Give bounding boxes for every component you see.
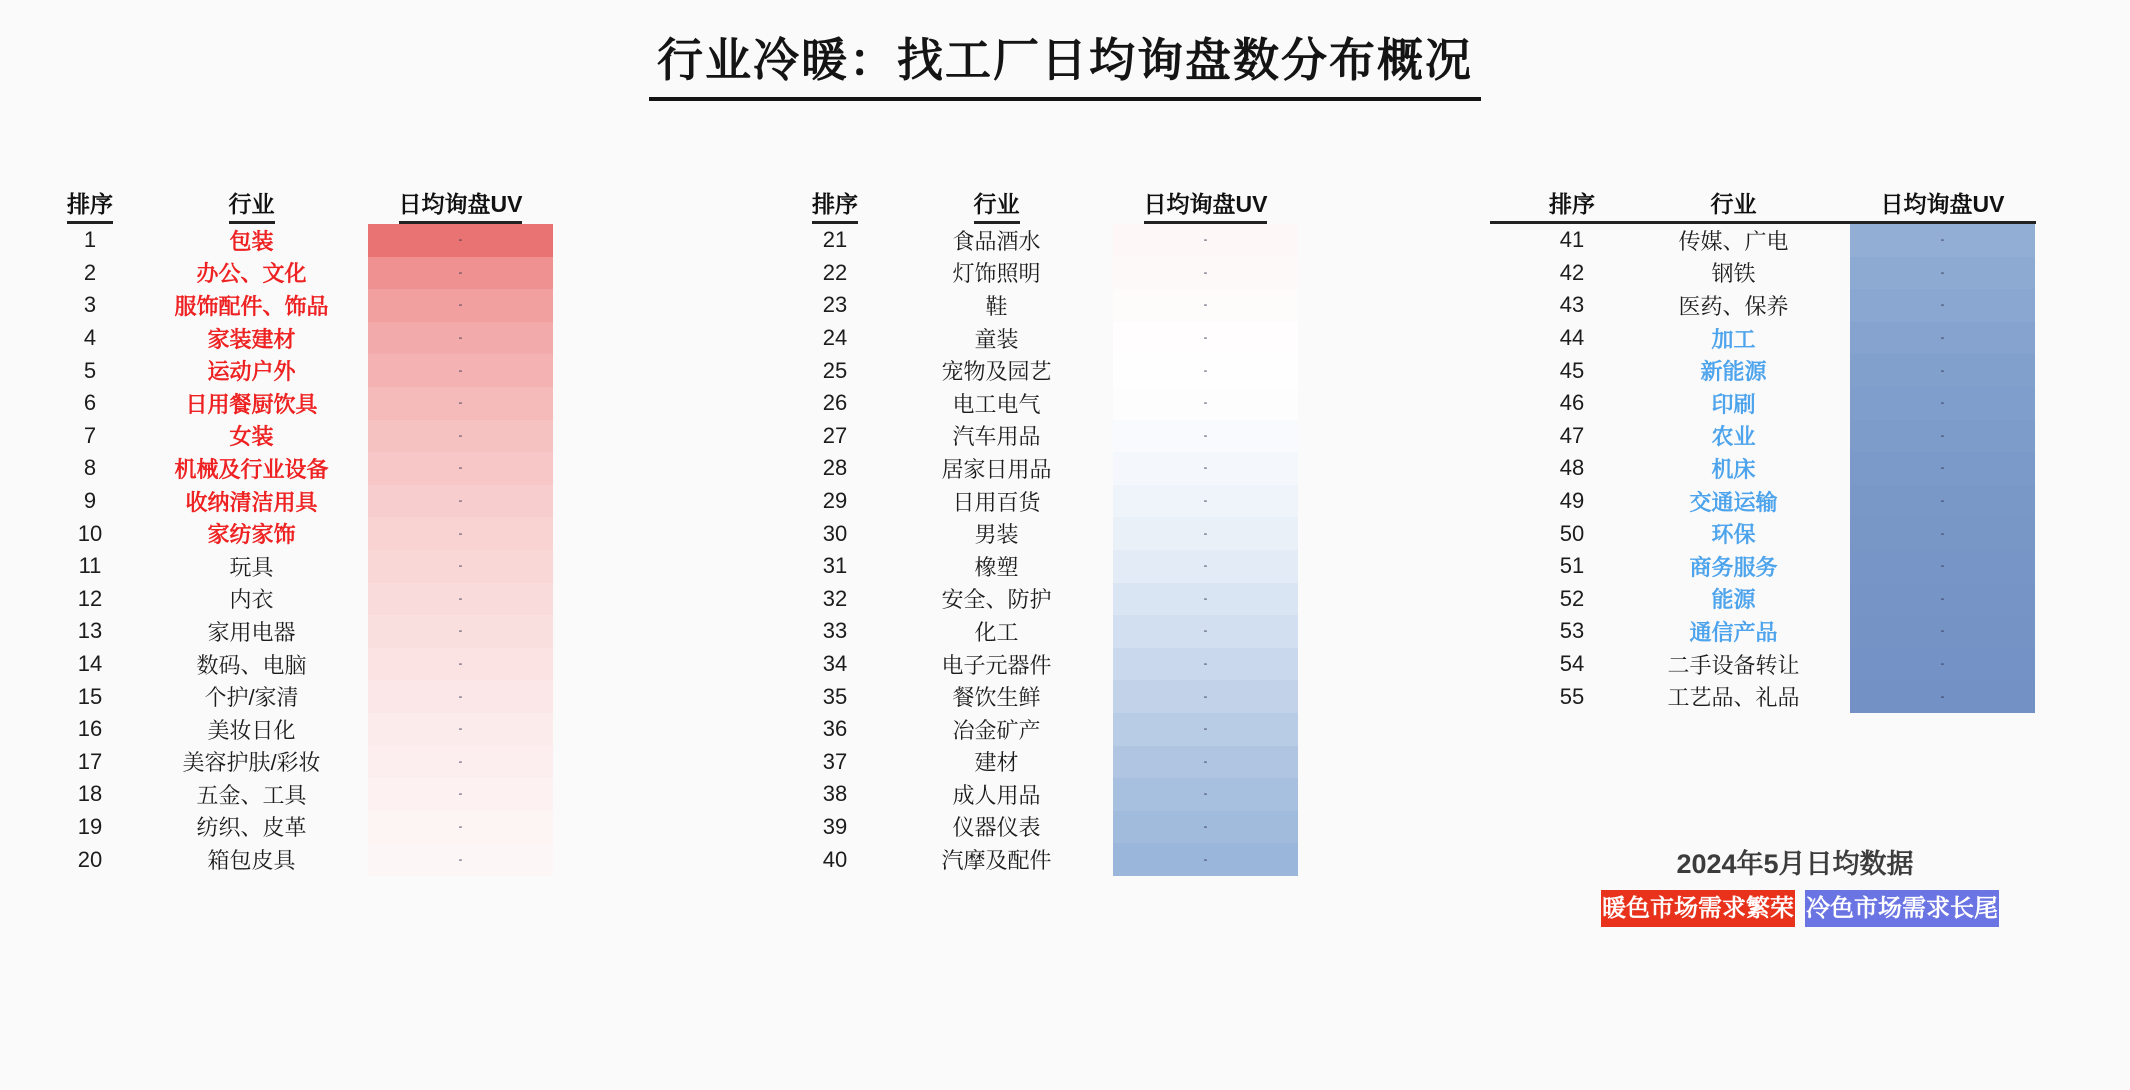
- rank-cell: 38: [822, 781, 848, 807]
- industry-cell: 通信产品: [1689, 619, 1778, 645]
- industry-cell: 居家日用品: [941, 456, 1052, 482]
- page-title-text: 行业冷暖：找工厂日均询盘数分布概况: [649, 24, 1481, 101]
- industry-cell: 电子元器件: [941, 652, 1052, 678]
- uv-heat-cell: -: [368, 485, 553, 518]
- uv-heat-cell: -: [1850, 583, 2035, 616]
- rank-cell: 54: [1559, 651, 1585, 677]
- uv-heat-cell: -: [1850, 289, 2035, 322]
- uv-heat-cell: -: [1850, 387, 2035, 420]
- rank-cell: 10: [77, 520, 103, 546]
- table-row: [790, 387, 1298, 420]
- rank-cell: 37: [822, 748, 848, 774]
- page-title: [0, 24, 2130, 101]
- industry-cell: 汽车用品: [952, 424, 1041, 450]
- industry-cell: 收纳清洁用具: [185, 489, 318, 515]
- industry-cell: 服饰配件、饰品: [174, 293, 329, 319]
- uv-heat-cell: -: [1113, 680, 1298, 713]
- industry-cell: 传媒、广电: [1678, 228, 1789, 254]
- uv-column-header: 日均询盘UV: [1113, 186, 1298, 224]
- industry-cell: 汽摩及配件: [941, 848, 1052, 874]
- industry-cell: 能源: [1711, 587, 1756, 613]
- rank-cell: 26: [822, 390, 848, 416]
- rank-cell: 51: [1559, 553, 1585, 579]
- uv-heat-cell: -: [368, 843, 553, 876]
- rank-cell: 33: [822, 618, 848, 644]
- table-row: [1527, 550, 2035, 583]
- table-row: [45, 289, 553, 322]
- heat-table-middle: [790, 188, 1298, 876]
- industry-cell: 冶金矿产: [952, 717, 1041, 743]
- table-row: [45, 452, 553, 485]
- table-row: [1527, 452, 2035, 485]
- uv-heat-cell: -: [1113, 713, 1298, 746]
- table-row: [1527, 420, 2035, 453]
- table-row: [45, 811, 553, 844]
- table-row: [790, 778, 1298, 811]
- table-row: [45, 257, 553, 290]
- industry-cell: 橡塑: [974, 554, 1019, 580]
- uv-heat-cell: -: [1113, 485, 1298, 518]
- industry-cell: 日用百货: [952, 489, 1041, 515]
- uv-heat-cell: -: [1850, 615, 2035, 648]
- data-period-note: 2024年5月日均数据: [1676, 849, 1914, 879]
- rank-cell: 20: [77, 846, 103, 872]
- table-header: [1527, 188, 2035, 224]
- uv-heat-cell: -: [1113, 224, 1298, 257]
- rank-cell: 47: [1559, 422, 1585, 448]
- uv-heat-cell: -: [1113, 778, 1298, 811]
- uv-heat-cell: -: [368, 322, 553, 355]
- rank-cell: 42: [1559, 259, 1585, 285]
- table-row: [45, 354, 553, 387]
- table-row: [790, 550, 1298, 583]
- uv-column-header: 日均询盘UV: [368, 186, 553, 224]
- industry-column-header: 行业: [135, 186, 368, 224]
- uv-heat-cell: -: [1113, 354, 1298, 387]
- industry-cell: 包装: [229, 228, 274, 254]
- table-row: [1527, 485, 2035, 518]
- table-body: [790, 224, 1298, 876]
- table-row: [790, 257, 1298, 290]
- table-row: [45, 224, 553, 257]
- uv-heat-cell: -: [368, 354, 553, 387]
- uv-heat-cell: -: [368, 778, 553, 811]
- rank-cell: 29: [822, 488, 848, 514]
- table-row: [45, 485, 553, 518]
- rank-cell: 23: [822, 292, 848, 318]
- uv-heat-cell: -: [1113, 420, 1298, 453]
- uv-heat-cell: -: [1113, 583, 1298, 616]
- industry-cell: 电工电气: [952, 391, 1041, 417]
- industry-cell: 鞋: [985, 293, 1008, 319]
- rank-cell: 16: [77, 716, 103, 742]
- table-row: [1527, 680, 2035, 713]
- uv-heat-cell: -: [1113, 615, 1298, 648]
- industry-cell: 办公、文化: [196, 261, 307, 287]
- rank-cell: 15: [77, 683, 103, 709]
- rank-cell: 12: [77, 585, 103, 611]
- industry-cell: 家用电器: [207, 619, 296, 645]
- rank-cell: 11: [78, 553, 102, 579]
- industry-cell: 家纺家饰: [207, 522, 296, 548]
- table-row: [1527, 583, 2035, 616]
- uv-heat-cell: -: [368, 583, 553, 616]
- uv-heat-cell: -: [1850, 648, 2035, 681]
- table-row: [790, 713, 1298, 746]
- table-row: [790, 289, 1298, 322]
- uv-heat-cell: -: [368, 746, 553, 779]
- table-row: [45, 746, 553, 779]
- industry-cell: 建材: [974, 750, 1019, 776]
- rank-cell: 24: [822, 325, 848, 351]
- heat-table-warm: [45, 188, 553, 876]
- rank-cell: 44: [1559, 325, 1585, 351]
- table-row: [45, 583, 553, 616]
- uv-heat-cell: -: [1113, 648, 1298, 681]
- industry-cell: 灯饰照明: [952, 261, 1041, 287]
- table-row: [790, 224, 1298, 257]
- industry-cell: 玩具: [229, 554, 274, 580]
- table-row: [45, 550, 553, 583]
- industry-cell: 成人用品: [952, 782, 1041, 808]
- industry-cell: 个护/家清: [204, 685, 299, 711]
- industry-cell: 商务服务: [1689, 554, 1778, 580]
- table-row: [45, 680, 553, 713]
- table-row: [45, 843, 553, 876]
- table-row: [45, 322, 553, 355]
- industry-cell: 数码、电脑: [196, 652, 307, 678]
- rank-cell: 4: [83, 325, 97, 351]
- table-row: [790, 420, 1298, 453]
- table-row: [1527, 648, 2035, 681]
- uv-heat-cell: -: [368, 713, 553, 746]
- industry-cell: 机械及行业设备: [174, 456, 329, 482]
- rank-cell: 18: [77, 781, 103, 807]
- rank-cell: 43: [1559, 292, 1585, 318]
- industry-cell: 农业: [1711, 424, 1756, 450]
- rank-cell: 22: [822, 259, 848, 285]
- industry-cell: 童装: [974, 326, 1019, 352]
- uv-heat-cell: -: [368, 452, 553, 485]
- rank-cell: 14: [77, 651, 103, 677]
- rank-cell: 50: [1559, 520, 1585, 546]
- rank-cell: 7: [83, 422, 97, 448]
- industry-cell: 宠物及园艺: [941, 359, 1052, 385]
- heat-table-cold: [1527, 188, 2035, 713]
- industry-cell: 机床: [1711, 456, 1756, 482]
- uv-heat-cell: -: [1850, 322, 2035, 355]
- table-row: [45, 420, 553, 453]
- industry-cell: 纺织、皮革: [196, 815, 307, 841]
- industry-cell: 二手设备转让: [1667, 652, 1800, 678]
- rank-cell: 3: [83, 292, 97, 318]
- table-row: [790, 648, 1298, 681]
- industry-cell: 工艺品、礼品: [1667, 685, 1800, 711]
- uv-heat-cell: -: [1113, 811, 1298, 844]
- rank-cell: 52: [1559, 585, 1585, 611]
- table-row: [790, 517, 1298, 550]
- uv-heat-cell: -: [1850, 680, 2035, 713]
- uv-heat-cell: -: [1113, 843, 1298, 876]
- industry-cell: 日用餐厨饮具: [185, 391, 318, 417]
- table-row: [1527, 387, 2035, 420]
- table-row: [1527, 322, 2035, 355]
- rank-cell: 45: [1559, 357, 1585, 383]
- rank-cell: 34: [822, 651, 848, 677]
- table-row: [45, 713, 553, 746]
- rank-cell: 53: [1559, 618, 1585, 644]
- rank-cell: 17: [77, 748, 103, 774]
- uv-heat-cell: -: [1113, 322, 1298, 355]
- uv-heat-cell: -: [1113, 257, 1298, 290]
- industry-cell: 医药、保养: [1678, 293, 1789, 319]
- uv-heat-cell: -: [368, 420, 553, 453]
- table-body: [45, 224, 553, 876]
- table-row: [790, 322, 1298, 355]
- table-row: [1527, 289, 2035, 322]
- industry-cell: 女装: [229, 424, 274, 450]
- table-header: [45, 188, 553, 224]
- rank-cell: 1: [83, 227, 97, 253]
- uv-heat-cell: -: [1850, 224, 2035, 257]
- uv-heat-cell: -: [1850, 257, 2035, 290]
- rank-cell: 19: [77, 813, 103, 839]
- rank-cell: 36: [822, 716, 848, 742]
- table-row: [1527, 354, 2035, 387]
- rank-cell: 8: [83, 455, 97, 481]
- table-row: [45, 615, 553, 648]
- industry-column-header: 行业: [1710, 191, 1757, 217]
- industry-cell: 内衣: [229, 587, 274, 613]
- uv-heat-cell: -: [368, 257, 553, 290]
- uv-heat-cell: -: [1113, 289, 1298, 322]
- uv-heat-cell: -: [1113, 452, 1298, 485]
- uv-heat-cell: -: [1850, 517, 2035, 550]
- rank-cell: 46: [1559, 390, 1585, 416]
- uv-heat-cell: -: [1850, 485, 2035, 518]
- table-row: [790, 680, 1298, 713]
- table-row: [1527, 517, 2035, 550]
- industry-cell: 印刷: [1711, 391, 1756, 417]
- rank-cell: 28: [822, 455, 848, 481]
- rank-cell: 6: [83, 390, 97, 416]
- uv-heat-cell: -: [368, 224, 553, 257]
- uv-heat-cell: -: [1113, 746, 1298, 779]
- industry-cell: 化工: [974, 619, 1019, 645]
- rank-cell: 30: [822, 520, 848, 546]
- legend-warm-badge: 暖色市场需求繁荣: [1601, 890, 1795, 927]
- rank-cell: 41: [1559, 227, 1585, 253]
- industry-cell: 家装建材: [207, 326, 296, 352]
- rank-column-header: 排序: [1549, 191, 1595, 217]
- table-row: [790, 811, 1298, 844]
- industry-cell: 环保: [1711, 522, 1756, 548]
- rank-cell: 13: [77, 618, 103, 644]
- uv-heat-cell: -: [1113, 387, 1298, 420]
- uv-heat-cell: -: [368, 550, 553, 583]
- uv-heat-cell: -: [368, 648, 553, 681]
- rank-cell: 35: [822, 683, 848, 709]
- uv-heat-cell: -: [368, 387, 553, 420]
- rank-cell: 2: [83, 259, 97, 285]
- industry-cell: 安全、防护: [941, 587, 1052, 613]
- industry-cell: 运动户外: [207, 359, 296, 385]
- legend-cold-badge: 冷色市场需求长尾: [1805, 890, 1999, 927]
- table-row: [45, 387, 553, 420]
- uv-heat-cell: -: [1113, 550, 1298, 583]
- uv-heat-cell: -: [1850, 420, 2035, 453]
- rank-cell: 48: [1559, 455, 1585, 481]
- industry-cell: 加工: [1711, 326, 1756, 352]
- table-row: [1527, 257, 2035, 290]
- table-body: [1527, 224, 2035, 713]
- table-row: [45, 778, 553, 811]
- industry-cell: 钢铁: [1711, 261, 1756, 287]
- table-row: [1527, 615, 2035, 648]
- industry-cell: 美妆日化: [207, 717, 296, 743]
- industry-cell: 美容护肤/彩妆: [182, 750, 321, 776]
- industry-cell: 餐饮生鲜: [952, 685, 1041, 711]
- rank-column-header: 排序: [790, 186, 880, 224]
- industry-column-header: 行业: [880, 186, 1113, 224]
- table-row: [45, 648, 553, 681]
- uv-heat-cell: -: [368, 517, 553, 550]
- industry-cell: 交通运输: [1689, 489, 1778, 515]
- rank-cell: 32: [822, 585, 848, 611]
- industry-cell: 男装: [974, 522, 1019, 548]
- uv-heat-cell: -: [368, 289, 553, 322]
- rank-cell: 5: [83, 357, 97, 383]
- rank-cell: 40: [822, 846, 848, 872]
- rank-cell: 55: [1559, 683, 1585, 709]
- industry-cell: 食品酒水: [952, 228, 1041, 254]
- uv-heat-cell: -: [1850, 354, 2035, 387]
- industry-cell: 箱包皮具: [207, 848, 296, 874]
- table-row: [1527, 224, 2035, 257]
- table-row: [790, 615, 1298, 648]
- uv-heat-cell: -: [368, 615, 553, 648]
- table-row: [790, 843, 1298, 876]
- rank-cell: 39: [822, 813, 848, 839]
- industry-cell: 新能源: [1700, 359, 1767, 385]
- uv-heat-cell: -: [1850, 550, 2035, 583]
- table-row: [790, 746, 1298, 779]
- rank-cell: 9: [83, 488, 97, 514]
- table-header: [790, 188, 1298, 224]
- table-row: [790, 452, 1298, 485]
- industry-cell: 仪器仪表: [952, 815, 1041, 841]
- rank-cell: 21: [822, 227, 848, 253]
- rank-column-header: 排序: [45, 186, 135, 224]
- rank-cell: 27: [822, 422, 848, 448]
- industry-cell: 五金、工具: [196, 782, 307, 808]
- uv-heat-cell: -: [368, 811, 553, 844]
- uv-heat-cell: -: [1850, 452, 2035, 485]
- uv-heat-cell: -: [368, 680, 553, 713]
- table-row: [45, 517, 553, 550]
- table-row: [790, 354, 1298, 387]
- rank-cell: 25: [822, 357, 848, 383]
- rank-cell: 31: [822, 553, 848, 579]
- uv-column-header: 日均询盘UV: [1880, 191, 2005, 217]
- table-row: [790, 485, 1298, 518]
- table-row: [790, 583, 1298, 616]
- uv-heat-cell: -: [1113, 517, 1298, 550]
- rank-cell: 49: [1559, 488, 1585, 514]
